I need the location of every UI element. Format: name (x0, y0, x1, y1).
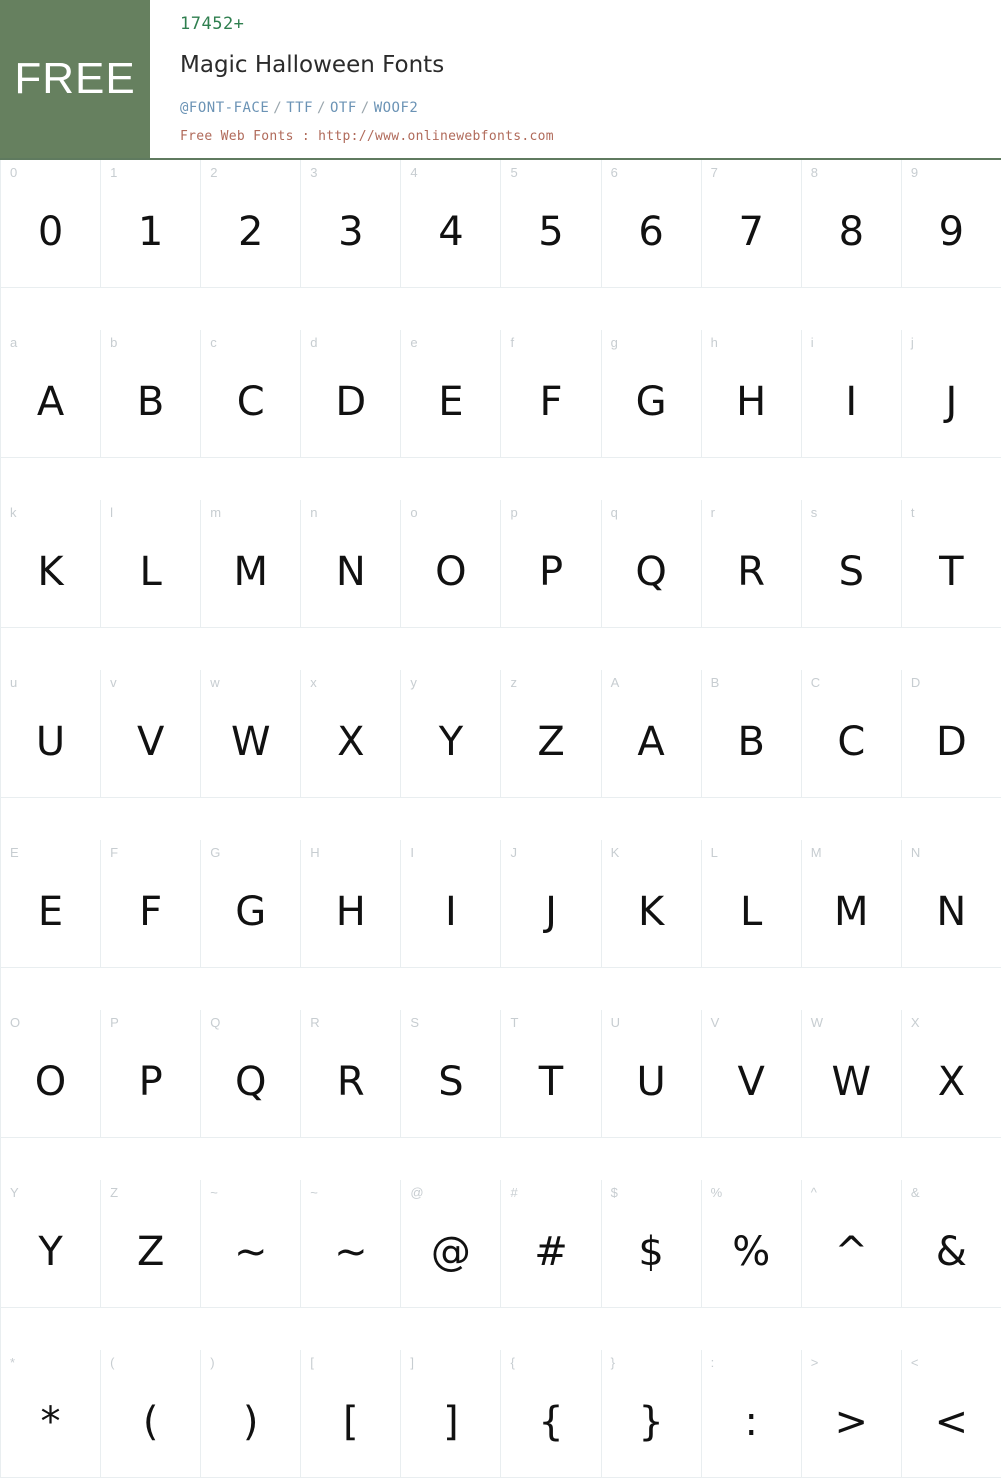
glyph-character: * (40, 1398, 61, 1445)
glyph-character: : (744, 1398, 758, 1445)
site-link[interactable]: Free Web Fonts : http://www.onlinewebfonts.com (180, 129, 554, 144)
glyph-character: 1 (137, 208, 164, 255)
glyph-label: w (210, 675, 220, 690)
glyph-label: z (510, 675, 517, 690)
glyph-label: 6 (610, 165, 618, 180)
glyph-label: * (10, 1355, 16, 1370)
glyph-label: g (610, 335, 618, 350)
glyph-label: % (710, 1185, 723, 1200)
glyph-cell[interactable] (1, 1010, 101, 1138)
glyph-cell[interactable] (301, 160, 401, 288)
glyph-character: H (335, 888, 366, 935)
glyph-label: u (10, 675, 18, 690)
glyph-label: J (510, 845, 517, 860)
glyph-character: A (637, 718, 665, 765)
glyph-label: r (710, 505, 715, 520)
glyph-cell[interactable] (101, 1010, 201, 1138)
glyph-cell[interactable] (201, 840, 301, 968)
glyph-cell[interactable] (401, 1010, 501, 1138)
glyph-character: R (737, 548, 766, 595)
glyph-cell[interactable] (201, 330, 301, 458)
glyph-label: > (810, 1355, 819, 1370)
glyph-character: D (935, 718, 967, 765)
glyph-cell[interactable] (201, 160, 301, 288)
glyph-label: k (10, 505, 17, 520)
glyph-character: K (637, 888, 665, 935)
glyph-cell[interactable] (101, 1180, 201, 1308)
glyph-cell[interactable] (802, 670, 902, 798)
page-title: Magic Halloween Fonts (180, 52, 445, 78)
glyph-label: ~ (210, 1185, 218, 1200)
glyph-character: E (438, 378, 464, 425)
glyph-character: T (939, 548, 964, 595)
glyph-label: [ (310, 1355, 314, 1370)
glyph-character: $ (638, 1228, 664, 1275)
glyph-label: l (110, 505, 113, 520)
glyph-cell[interactable] (301, 670, 401, 798)
glyph-label: y (410, 675, 417, 690)
glyph-character: ] (443, 1398, 459, 1445)
glyph-label: i (810, 335, 814, 350)
glyph-label: H (310, 845, 320, 860)
glyph-cell[interactable] (702, 1350, 802, 1478)
glyph-character: V (737, 1058, 765, 1105)
glyph-label: ] (410, 1355, 414, 1370)
glyph-character: Z (136, 1228, 165, 1275)
glyph-character: > (834, 1398, 869, 1445)
glyph-cell[interactable] (602, 1180, 702, 1308)
glyph-label: v (110, 675, 117, 690)
glyph-label: Y (10, 1185, 19, 1200)
glyph-cell[interactable] (802, 1350, 902, 1478)
glyph-cell[interactable] (902, 840, 1001, 968)
glyph-cell[interactable] (501, 1010, 601, 1138)
glyph-character: U (35, 718, 66, 765)
glyph-cell[interactable] (501, 160, 601, 288)
page-header (0, 0, 1001, 160)
glyph-character: # (534, 1228, 568, 1275)
glyph-cell[interactable] (1, 1180, 101, 1308)
glyph-label: ^ (810, 1185, 817, 1200)
glyph-character: { (538, 1398, 564, 1445)
glyph-character: ( (142, 1398, 159, 1445)
glyph-character: P (538, 548, 564, 595)
glyph-label: b (110, 335, 118, 350)
glyph-character: C (837, 718, 866, 765)
glyph-label: d (310, 335, 318, 350)
glyph-character: ~ (233, 1228, 268, 1275)
glyph-label: c (210, 335, 217, 350)
glyph-character: M (834, 888, 869, 935)
glyph-character: F (139, 888, 163, 935)
glyph-character: U (636, 1058, 666, 1105)
glyph-cell[interactable] (1, 670, 101, 798)
glyph-label: P (110, 1015, 119, 1030)
glyph-cell[interactable] (1, 840, 101, 968)
glyph-cell[interactable] (401, 160, 501, 288)
glyph-label: e (410, 335, 418, 350)
format-fontface[interactable]: @FONT-FACE (180, 100, 270, 116)
glyph-label: { (510, 1355, 515, 1370)
glyph-grid (0, 160, 1001, 1478)
glyph-label: B (710, 675, 720, 690)
glyph-character: W (831, 1058, 872, 1105)
format-separator-3: / (360, 100, 370, 116)
glyph-cell[interactable] (702, 500, 802, 628)
glyph-character: 5 (538, 208, 564, 255)
glyph-cell[interactable] (301, 840, 401, 968)
row-spacer (1, 628, 1001, 670)
glyph-label: 3 (310, 165, 318, 180)
glyph-label: S (410, 1015, 420, 1030)
glyph-label: # (510, 1185, 518, 1200)
glyph-label: f (510, 335, 515, 350)
glyph-character: M (233, 548, 268, 595)
row-spacer (1, 458, 1001, 500)
glyph-character: 8 (838, 208, 865, 255)
glyph-label: ) (210, 1355, 215, 1370)
glyph-cell[interactable] (301, 500, 401, 628)
glyph-label: x (310, 675, 317, 690)
glyph-label: h (710, 335, 718, 350)
format-separator-2: / (317, 100, 326, 116)
glyph-character: B (136, 378, 165, 425)
font-count: 17452+ (180, 14, 245, 34)
glyph-label: 5 (510, 165, 518, 180)
glyph-cell[interactable] (501, 1180, 601, 1308)
glyph-character: 9 (938, 208, 965, 255)
glyph-character: < (934, 1398, 969, 1445)
glyph-cell[interactable] (802, 1180, 902, 1308)
glyph-cell[interactable] (501, 330, 601, 458)
glyph-character: W (230, 718, 271, 765)
glyph-label: L (710, 845, 718, 860)
glyph-cell[interactable] (201, 1180, 301, 1308)
glyph-cell[interactable] (401, 500, 501, 628)
glyph-character: X (937, 1058, 966, 1105)
glyph-cell[interactable] (802, 160, 902, 288)
glyph-cell[interactable] (602, 330, 702, 458)
glyph-label: p (510, 505, 518, 520)
glyph-label: 0 (10, 165, 18, 180)
glyph-cell[interactable] (602, 1010, 702, 1138)
glyph-cell[interactable] (101, 1350, 201, 1478)
glyph-character: R (336, 1058, 365, 1105)
glyph-cell[interactable] (501, 1350, 601, 1478)
glyph-label: < (910, 1355, 919, 1370)
glyph-cell[interactable] (101, 160, 201, 288)
glyph-cell[interactable] (702, 1010, 802, 1138)
glyph-cell[interactable] (802, 1010, 902, 1138)
glyph-cell[interactable] (401, 840, 501, 968)
glyph-cell[interactable] (702, 160, 802, 288)
glyph-character: J (545, 888, 557, 935)
glyph-label: N (910, 845, 921, 860)
glyph-character: 3 (338, 208, 364, 255)
glyph-character: X (337, 718, 365, 765)
glyph-character: N (335, 548, 366, 595)
glyph-character: S (438, 1058, 464, 1105)
glyph-label: M (810, 845, 822, 860)
glyph-label: n (310, 505, 318, 520)
glyph-label: : (710, 1355, 715, 1370)
glyph-cell[interactable] (1, 1350, 101, 1478)
glyph-label: C (810, 675, 821, 690)
format-otf[interactable]: OTF (329, 100, 357, 116)
glyph-cell[interactable] (401, 670, 501, 798)
header-info (150, 0, 1001, 158)
glyph-label: 2 (210, 165, 218, 180)
glyph-label: E (10, 845, 19, 860)
glyph-character: K (37, 548, 64, 595)
glyph-character: V (136, 718, 165, 765)
glyph-character: J (945, 378, 958, 425)
row-spacer (1, 1138, 1001, 1180)
glyph-character: [ (343, 1398, 359, 1445)
glyph-cell[interactable] (1, 500, 101, 628)
glyph-cell[interactable] (802, 500, 902, 628)
glyph-cell[interactable] (201, 1350, 301, 1478)
glyph-character: 6 (638, 208, 664, 255)
glyph-character: A (36, 378, 65, 425)
glyph-cell[interactable] (902, 1010, 1001, 1138)
glyph-label: K (610, 845, 620, 860)
glyph-cell[interactable] (702, 670, 802, 798)
glyph-character: L (139, 548, 162, 595)
glyph-cell[interactable] (301, 1180, 401, 1308)
glyph-label: 7 (710, 165, 718, 180)
glyph-label: O (10, 1015, 21, 1030)
glyph-character: T (538, 1058, 564, 1105)
glyph-character: F (539, 378, 563, 425)
glyph-cell[interactable] (602, 160, 702, 288)
glyph-character: G (235, 888, 267, 935)
glyph-label: @ (410, 1185, 424, 1200)
glyph-character: P (138, 1058, 163, 1105)
glyph-label: X (910, 1015, 920, 1030)
glyph-character: % (732, 1228, 771, 1275)
glyph-label: V (710, 1015, 720, 1030)
format-ttf[interactable]: TTF (286, 100, 314, 116)
glyph-character: & (935, 1228, 967, 1275)
glyph-label: Z (110, 1185, 119, 1200)
glyph-label: T (510, 1015, 519, 1030)
glyph-character: C (236, 378, 265, 425)
glyph-character: N (936, 888, 967, 935)
glyph-cell[interactable] (401, 1350, 501, 1478)
glyph-character: D (335, 378, 367, 425)
glyph-character: I (845, 378, 858, 425)
glyph-character: B (737, 718, 765, 765)
glyph-cell[interactable] (602, 1350, 702, 1478)
glyph-label: D (910, 675, 921, 690)
glyph-cell[interactable] (802, 840, 902, 968)
glyph-cell[interactable] (1, 160, 101, 288)
glyph-character: Q (234, 1058, 267, 1105)
glyph-label: A (610, 675, 620, 690)
glyph-label: Q (210, 1015, 221, 1030)
glyph-label: U (610, 1015, 620, 1030)
glyph-character: @ (430, 1228, 471, 1275)
glyph-character: G (635, 378, 667, 425)
row-spacer (1, 968, 1001, 1010)
row-spacer (1, 288, 1001, 330)
glyph-cell[interactable] (501, 500, 601, 628)
glyph-label: R (310, 1015, 320, 1030)
glyph-label: 4 (410, 165, 418, 180)
glyph-label: q (610, 505, 618, 520)
glyph-cell[interactable] (602, 840, 702, 968)
glyph-character: 0 (37, 208, 64, 255)
glyph-cell[interactable] (902, 330, 1001, 458)
glyph-cell[interactable] (702, 330, 802, 458)
glyph-cell[interactable] (702, 840, 802, 968)
glyph-cell[interactable] (301, 330, 401, 458)
glyph-cell[interactable] (401, 330, 501, 458)
glyph-label: } (610, 1355, 615, 1370)
row-spacer (1, 1308, 1001, 1350)
glyph-character: ~ (334, 1228, 368, 1275)
glyph-label: 8 (810, 165, 818, 180)
glyph-cell[interactable] (101, 840, 201, 968)
glyph-label: o (410, 505, 418, 520)
glyph-character: Z (537, 718, 565, 765)
glyph-label: ( (110, 1355, 115, 1370)
glyph-label: j (910, 335, 914, 350)
glyph-label: m (210, 505, 222, 520)
glyph-character: Q (635, 548, 667, 595)
glyph-character: ) (242, 1398, 259, 1445)
format-list (180, 100, 1001, 116)
glyph-cell[interactable] (902, 1180, 1001, 1308)
glyph-character: H (736, 378, 767, 425)
glyph-cell[interactable] (101, 670, 201, 798)
glyph-cell[interactable] (902, 500, 1001, 628)
glyph-label: a (10, 335, 18, 350)
glyph-character: 7 (738, 208, 764, 255)
glyph-label: G (210, 845, 221, 860)
glyph-label: 1 (110, 165, 118, 180)
glyph-label: 9 (910, 165, 919, 180)
glyph-character: } (638, 1398, 664, 1445)
format-separator-1: / (273, 100, 283, 116)
glyph-cell[interactable] (902, 160, 1001, 288)
glyph-cell[interactable] (501, 670, 601, 798)
glyph-cell[interactable] (902, 1350, 1001, 1478)
glyph-label: $ (610, 1185, 618, 1200)
glyph-label: ~ (310, 1185, 318, 1200)
glyph-character: 4 (438, 208, 464, 255)
glyph-cell[interactable] (101, 500, 201, 628)
glyph-label: & (910, 1185, 920, 1200)
glyph-character: I (445, 888, 457, 935)
glyph-cell[interactable] (201, 500, 301, 628)
glyph-cell[interactable] (902, 670, 1001, 798)
glyph-cell[interactable] (602, 500, 702, 628)
glyph-cell[interactable] (201, 1010, 301, 1138)
glyph-character: L (740, 888, 763, 935)
format-woff2[interactable]: WOOF2 (373, 100, 419, 116)
glyph-character: O (435, 548, 467, 595)
glyph-cell[interactable] (1, 330, 101, 458)
glyph-character: ^ (834, 1228, 869, 1275)
glyph-label: s (810, 505, 818, 520)
glyph-character: O (34, 1058, 67, 1105)
glyph-character: Y (438, 718, 464, 765)
row-spacer (1, 798, 1001, 840)
glyph-label: W (810, 1015, 824, 1030)
glyph-label: t (910, 505, 915, 520)
glyph-cell[interactable] (301, 1350, 401, 1478)
glyph-cell[interactable] (602, 670, 702, 798)
glyph-cell[interactable] (802, 330, 902, 458)
glyph-cell[interactable] (401, 1180, 501, 1308)
glyph-cell[interactable] (301, 1010, 401, 1138)
glyph-character: Y (38, 1228, 63, 1275)
glyph-cell[interactable] (101, 330, 201, 458)
glyph-cell[interactable] (201, 670, 301, 798)
glyph-character: 2 (238, 208, 264, 255)
glyph-character: S (838, 548, 864, 595)
glyph-cell[interactable] (702, 1180, 802, 1308)
glyph-character: E (37, 888, 64, 935)
glyph-label: I (410, 845, 414, 860)
glyph-label: F (110, 845, 119, 860)
free-badge: FREE (0, 0, 150, 158)
glyph-cell[interactable] (501, 840, 601, 968)
